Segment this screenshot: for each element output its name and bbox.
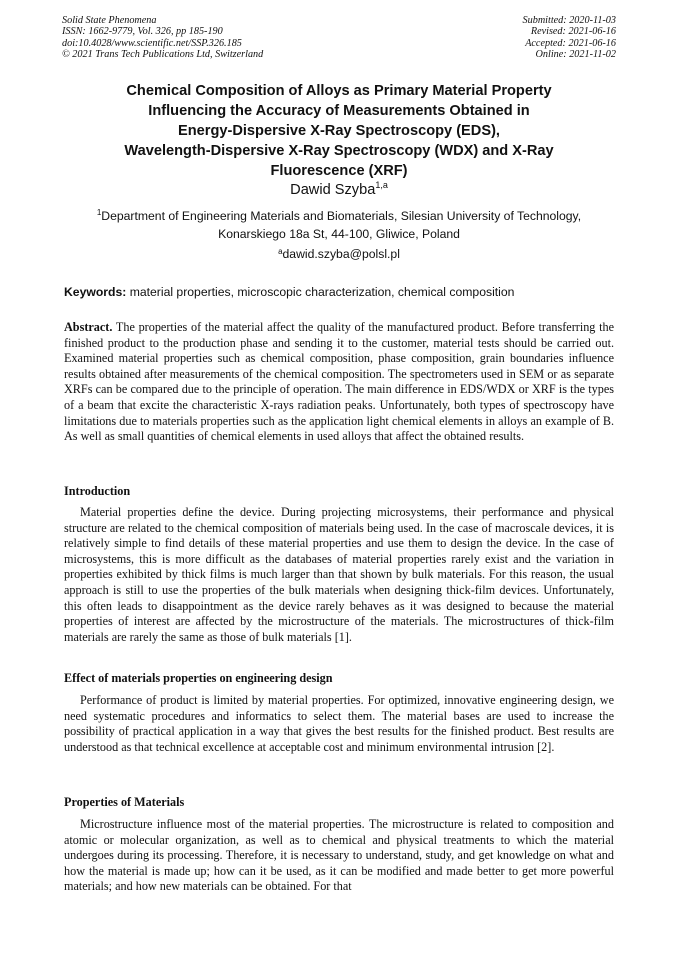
journal-issn: ISSN: 1662-9779, Vol. 326, pp 185-190 [62, 26, 223, 38]
email-marker: a [278, 247, 283, 256]
journal-doi: doi:10.4028/www.scientific.net/SSP.326.185 [62, 37, 242, 49]
title-line: Chemical Composition of Alloys as Primary Material Property [126, 83, 552, 99]
journal-name: Solid State Phenomena [62, 15, 157, 26]
submission-dates [523, 15, 616, 61]
author-name: Dawid Szyba [290, 182, 376, 198]
abstract-label: Abstract. [64, 320, 113, 334]
keywords-label: Keywords: [64, 285, 127, 299]
date-online: Online: 2021-11-02 [535, 49, 616, 61]
journal-copyright: © 2021 Trans Tech Publications Ltd, Switzerland [62, 49, 264, 61]
paper-title [62, 81, 616, 181]
paragraph-properties: Microstructure influence most of the material properties. The microstructure is related to composition and atomic or molecular organization, as well as to chemical and physical treatments to which the material undergoes during its processing. Therefore, it is necessary to understand, study, and get knowledge on what and how the material is made up; how can it be used, as it can be modified and made better to get more powerful materials; and how new materials can be obtained. For that [64, 817, 614, 894]
paragraph-effect: Performance of product is limited by material properties. For optimized, innovative engineering design, we need systematic procedures and informatics to select them. The material bases are used to increase the possibility of practical application in a way that gives the best results for the finished product. Best results are understood as that technical excellence at acceptable cost and minimum environmental intrusion [2]. [64, 693, 614, 754]
journal-header [62, 15, 616, 61]
section-heading-introduction: Introduction [64, 484, 131, 498]
affiliation-line-1: Department of Engineering Materials and Biomaterials, Silesian University of Technology, [101, 209, 582, 223]
title-line: Energy-Dispersive X-Ray Spectroscopy (EDS), [178, 123, 500, 139]
abstract [64, 320, 614, 445]
paragraph-introduction: Material properties define the device. During projecting microsystems, their performance and physical structure are related to the chemical composition of materials being used. In the case of macroscale devices, it is relatively simple to find details of these material properties and use them to design the device. In the case of microsystems, this is more difficult as the databases of material properties rarely exist and the variation in properties exhibited by thick films is much larger than that shown by bulk materials. For this reason, the usual approach is still to use the properties of the bulk materials when designing thick-film devices. Unfortunately, this often leads to disappointment as the device rarely behaves as it was designed to because the material properties of interest are affected by the microstructure of the materials. The microstructures of thick-film materials are rarely the same as those of bulk materials [1]. [64, 505, 614, 644]
date-submitted: Submitted: 2020-11-03 [522, 15, 616, 26]
email-address[interactable]: dawid.szyba@polsl.pl [282, 247, 400, 261]
affiliation-line-2: Konarskiego 18a St, 44-100, Gliwice, Poland [218, 226, 460, 241]
journal-info [62, 15, 263, 61]
keywords [64, 284, 616, 301]
date-accepted: Accepted: 2021-06-16 [525, 37, 616, 49]
author [62, 180, 616, 200]
abstract-text: The properties of the material affect the quality of the manufactured product. Before transferring the finished product to the production phase and sending it to the customer, material tests should be carried out. Examined material properties such as chemical composition, phase composition, grain boundaries influence results obtained after measurements of the chemical composition. The spectrometers used in SEM or as separate XRFs can be compared due to the principle of operation. The main difference in EDS/WDX or XRF is the types of a beam that excite the characteristic X-rays radiation peaks. Unfortunately, both types of spectroscopy have limitations due to materials properties such as the application light chemical elements in alloys an example of B. As well as small quantities of chemical elements in used alloys that affect the obtained results. [64, 320, 615, 444]
title-line: Wavelength-Dispersive X-Ray Spectroscopy (WDX) and X-Ray [124, 143, 554, 159]
author-email [62, 246, 616, 263]
affiliation [62, 208, 616, 243]
section-heading-effect: Effect of materials properties on engineering design [64, 671, 333, 685]
date-revised: Revised: 2021-06-16 [530, 26, 616, 38]
author-affiliation-marker: 1,a [375, 180, 388, 190]
title-line: Fluorescence (XRF) [270, 163, 408, 179]
affiliation-marker: 1 [96, 208, 102, 217]
section-heading-properties: Properties of Materials [64, 795, 185, 809]
title-line: Influencing the Accuracy of Measurements Obtained in [148, 103, 530, 119]
keywords-text: material properties, microscopic characterization, chemical composition [129, 285, 515, 299]
